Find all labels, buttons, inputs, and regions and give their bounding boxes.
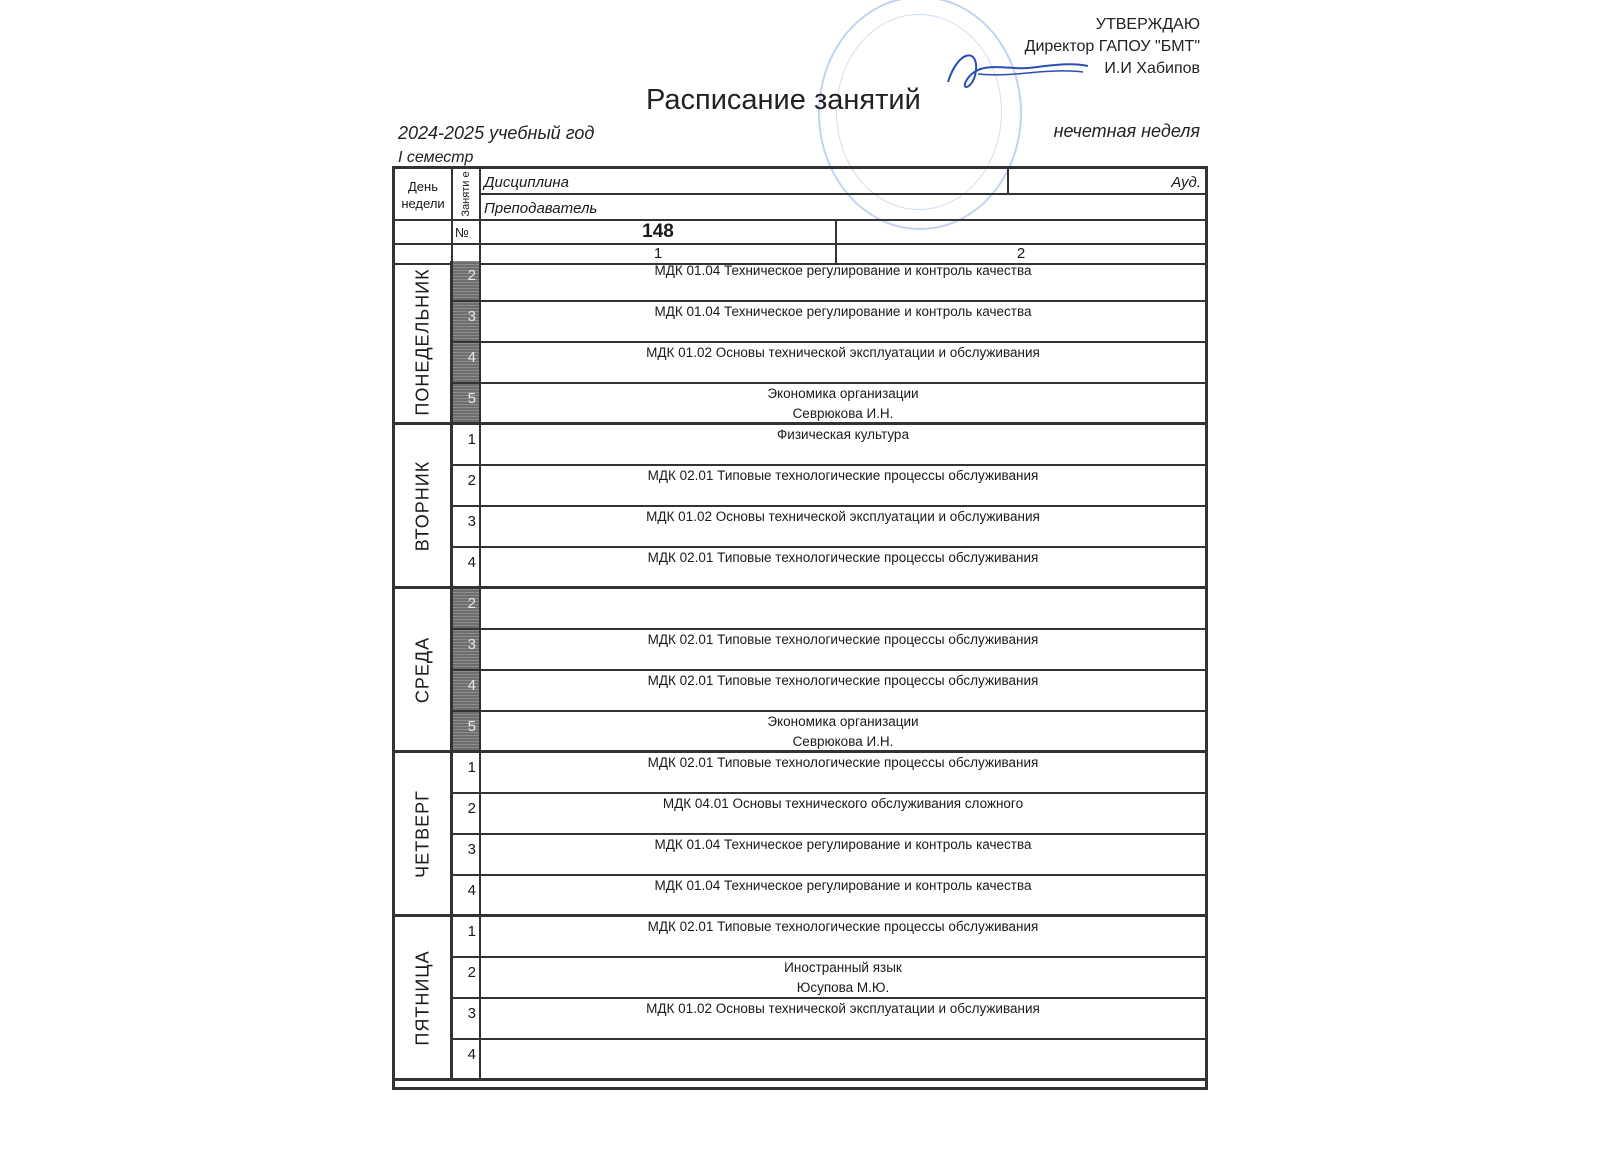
lesson-row	[453, 507, 1205, 548]
subject-name: МДК 02.01 Типовые технологические процессы обслуживания	[647, 550, 1039, 565]
lesson-number: 2	[453, 261, 481, 300]
lesson-row	[453, 302, 1205, 343]
lesson-number: 3	[453, 507, 481, 546]
lesson-number: 2	[453, 958, 481, 997]
lesson-number: 3	[453, 835, 481, 874]
lesson-number: 2	[453, 794, 481, 833]
lesson-subject	[481, 835, 1205, 855]
lesson-subject	[481, 753, 1205, 773]
lesson-number: 3	[453, 630, 481, 669]
approval-heading: УТВЕРЖДАЮ	[1095, 16, 1200, 33]
subject-name: МДК 02.01 Типовые технологические процессы обслуживания	[647, 673, 1039, 688]
lesson-column-header	[453, 169, 481, 221]
lesson-row	[453, 917, 1205, 958]
lesson-subject	[481, 794, 1205, 814]
lesson-subject	[481, 425, 1205, 445]
day-label-cell	[395, 753, 453, 917]
number-label: №	[453, 221, 481, 245]
header-spacer	[395, 221, 453, 245]
group-empty	[837, 221, 1205, 245]
subject-name: МДК 01.04 Техническое регулирование и контроль качества	[654, 304, 1032, 319]
approval-position: Директор ГАПОУ "БМТ"	[1024, 38, 1200, 55]
lesson-subject	[481, 302, 1205, 322]
lesson-subject	[481, 876, 1205, 896]
lesson-number: 1	[453, 425, 481, 464]
subject-name: МДК 01.04 Техническое регулирование и контроль качества	[654, 837, 1032, 852]
subject-name: Физическая культура	[777, 427, 909, 442]
subject-name: МДК 01.04 Техническое регулирование и контроль качества	[654, 263, 1032, 278]
lesson-row	[453, 712, 1205, 753]
approval-name: И.И Хабипов	[1104, 60, 1200, 77]
lesson-number: 4	[453, 1040, 481, 1078]
lesson-number: 2	[453, 466, 481, 505]
day-name: ВТОРНИК	[412, 460, 432, 551]
week-type: нечетная неделя	[1053, 121, 1200, 141]
subgroup-2: 2	[837, 245, 1205, 265]
lesson-row	[453, 999, 1205, 1040]
lesson-row	[453, 835, 1205, 876]
teacher-label: Преподаватель	[481, 195, 1205, 221]
subject-name: МДК 02.01 Типовые технологические процессы обслуживания	[647, 755, 1039, 770]
academic-year: 2024-2025 учебный год	[398, 123, 595, 143]
lesson-number: 4	[453, 671, 481, 710]
lesson-row	[453, 589, 1205, 630]
lesson-row	[453, 466, 1205, 507]
lesson-subject	[481, 917, 1205, 937]
room-label: Ауд.	[1009, 169, 1205, 195]
day-name: ПЯТНИЦА	[412, 949, 432, 1046]
lesson-subject	[481, 343, 1205, 363]
lesson-row	[453, 630, 1205, 671]
day-label-cell	[395, 917, 453, 1081]
lesson-subject	[481, 999, 1205, 1019]
lesson-row	[453, 548, 1205, 589]
day-label-cell	[395, 261, 453, 425]
day-name: СРЕДА	[412, 636, 432, 703]
lesson-number: 4	[453, 548, 481, 586]
lesson-row	[453, 958, 1205, 999]
subject-name: МДК 01.02 Основы технической эксплуатации и обслуживания	[646, 1001, 1040, 1016]
semester: I семестр	[398, 149, 474, 166]
lesson-row	[453, 384, 1205, 425]
lesson-number: 5	[453, 712, 481, 750]
lesson-column-label: Заняти е	[460, 171, 472, 217]
lesson-subject	[481, 548, 1205, 568]
lesson-number: 5	[453, 384, 481, 422]
page-title: Расписание занятий	[646, 84, 921, 116]
subject-name: МДК 01.04 Техническое регулирование и контроль качества	[654, 878, 1032, 893]
subject-name: Иностранный язык	[784, 960, 902, 975]
subject-name: МДК 01.02 Основы технической эксплуатации и обслуживания	[646, 345, 1040, 360]
lesson-row	[453, 671, 1205, 712]
teacher-name: Севрюкова И.Н.	[792, 406, 894, 421]
subject-name: Экономика организации	[767, 714, 919, 729]
lesson-number: 4	[453, 343, 481, 382]
subject-name: МДК 04.01 Основы технического обслуживания сложного	[662, 796, 1024, 811]
day-label-cell	[395, 589, 453, 753]
lesson-subject	[481, 384, 1205, 424]
lesson-row	[453, 876, 1205, 917]
lesson-number: 2	[453, 589, 481, 628]
subgroup-1: 1	[481, 245, 837, 265]
lesson-subject	[481, 712, 1205, 752]
lesson-number: 1	[453, 753, 481, 792]
teacher-name: Севрюкова И.Н.	[792, 734, 894, 749]
subject-name: Экономика организации	[767, 386, 919, 401]
day-column-header: День недели	[395, 169, 453, 221]
table-header	[395, 169, 1205, 267]
lesson-row	[453, 753, 1205, 794]
group-number: 148	[481, 221, 837, 245]
schedule-table	[392, 166, 1208, 1090]
teacher-name: Юсупова М.Ю.	[796, 980, 890, 995]
day-name: ПОНЕДЕЛЬНИК	[412, 267, 432, 416]
lesson-subject	[481, 958, 1205, 998]
approval-block	[1025, 14, 1200, 80]
lesson-row	[453, 794, 1205, 835]
lesson-number: 3	[453, 302, 481, 341]
lesson-row	[453, 343, 1205, 384]
lesson-number: 3	[453, 999, 481, 1038]
day-label-cell	[395, 425, 453, 589]
lesson-row	[453, 1040, 1205, 1081]
subject-name: МДК 02.01 Типовые технологические процессы обслуживания	[647, 468, 1039, 483]
discipline-label: Дисциплина	[481, 169, 1009, 195]
day-name: ЧЕТВЕРГ	[412, 789, 432, 878]
lesson-subject	[481, 671, 1205, 691]
lesson-subject	[481, 261, 1205, 281]
lesson-number: 4	[453, 876, 481, 914]
subject-name: МДК 02.01 Типовые технологические процессы обслуживания	[647, 632, 1039, 647]
lesson-row	[453, 425, 1205, 466]
lesson-row	[453, 261, 1205, 302]
lesson-number: 1	[453, 917, 481, 956]
lesson-subject	[481, 630, 1205, 650]
subject-name: МДК 02.01 Типовые технологические процессы обслуживания	[647, 919, 1039, 934]
subject-name: МДК 01.02 Основы технической эксплуатации и обслуживания	[646, 509, 1040, 524]
lesson-subject	[481, 466, 1205, 486]
lesson-subject	[481, 507, 1205, 527]
